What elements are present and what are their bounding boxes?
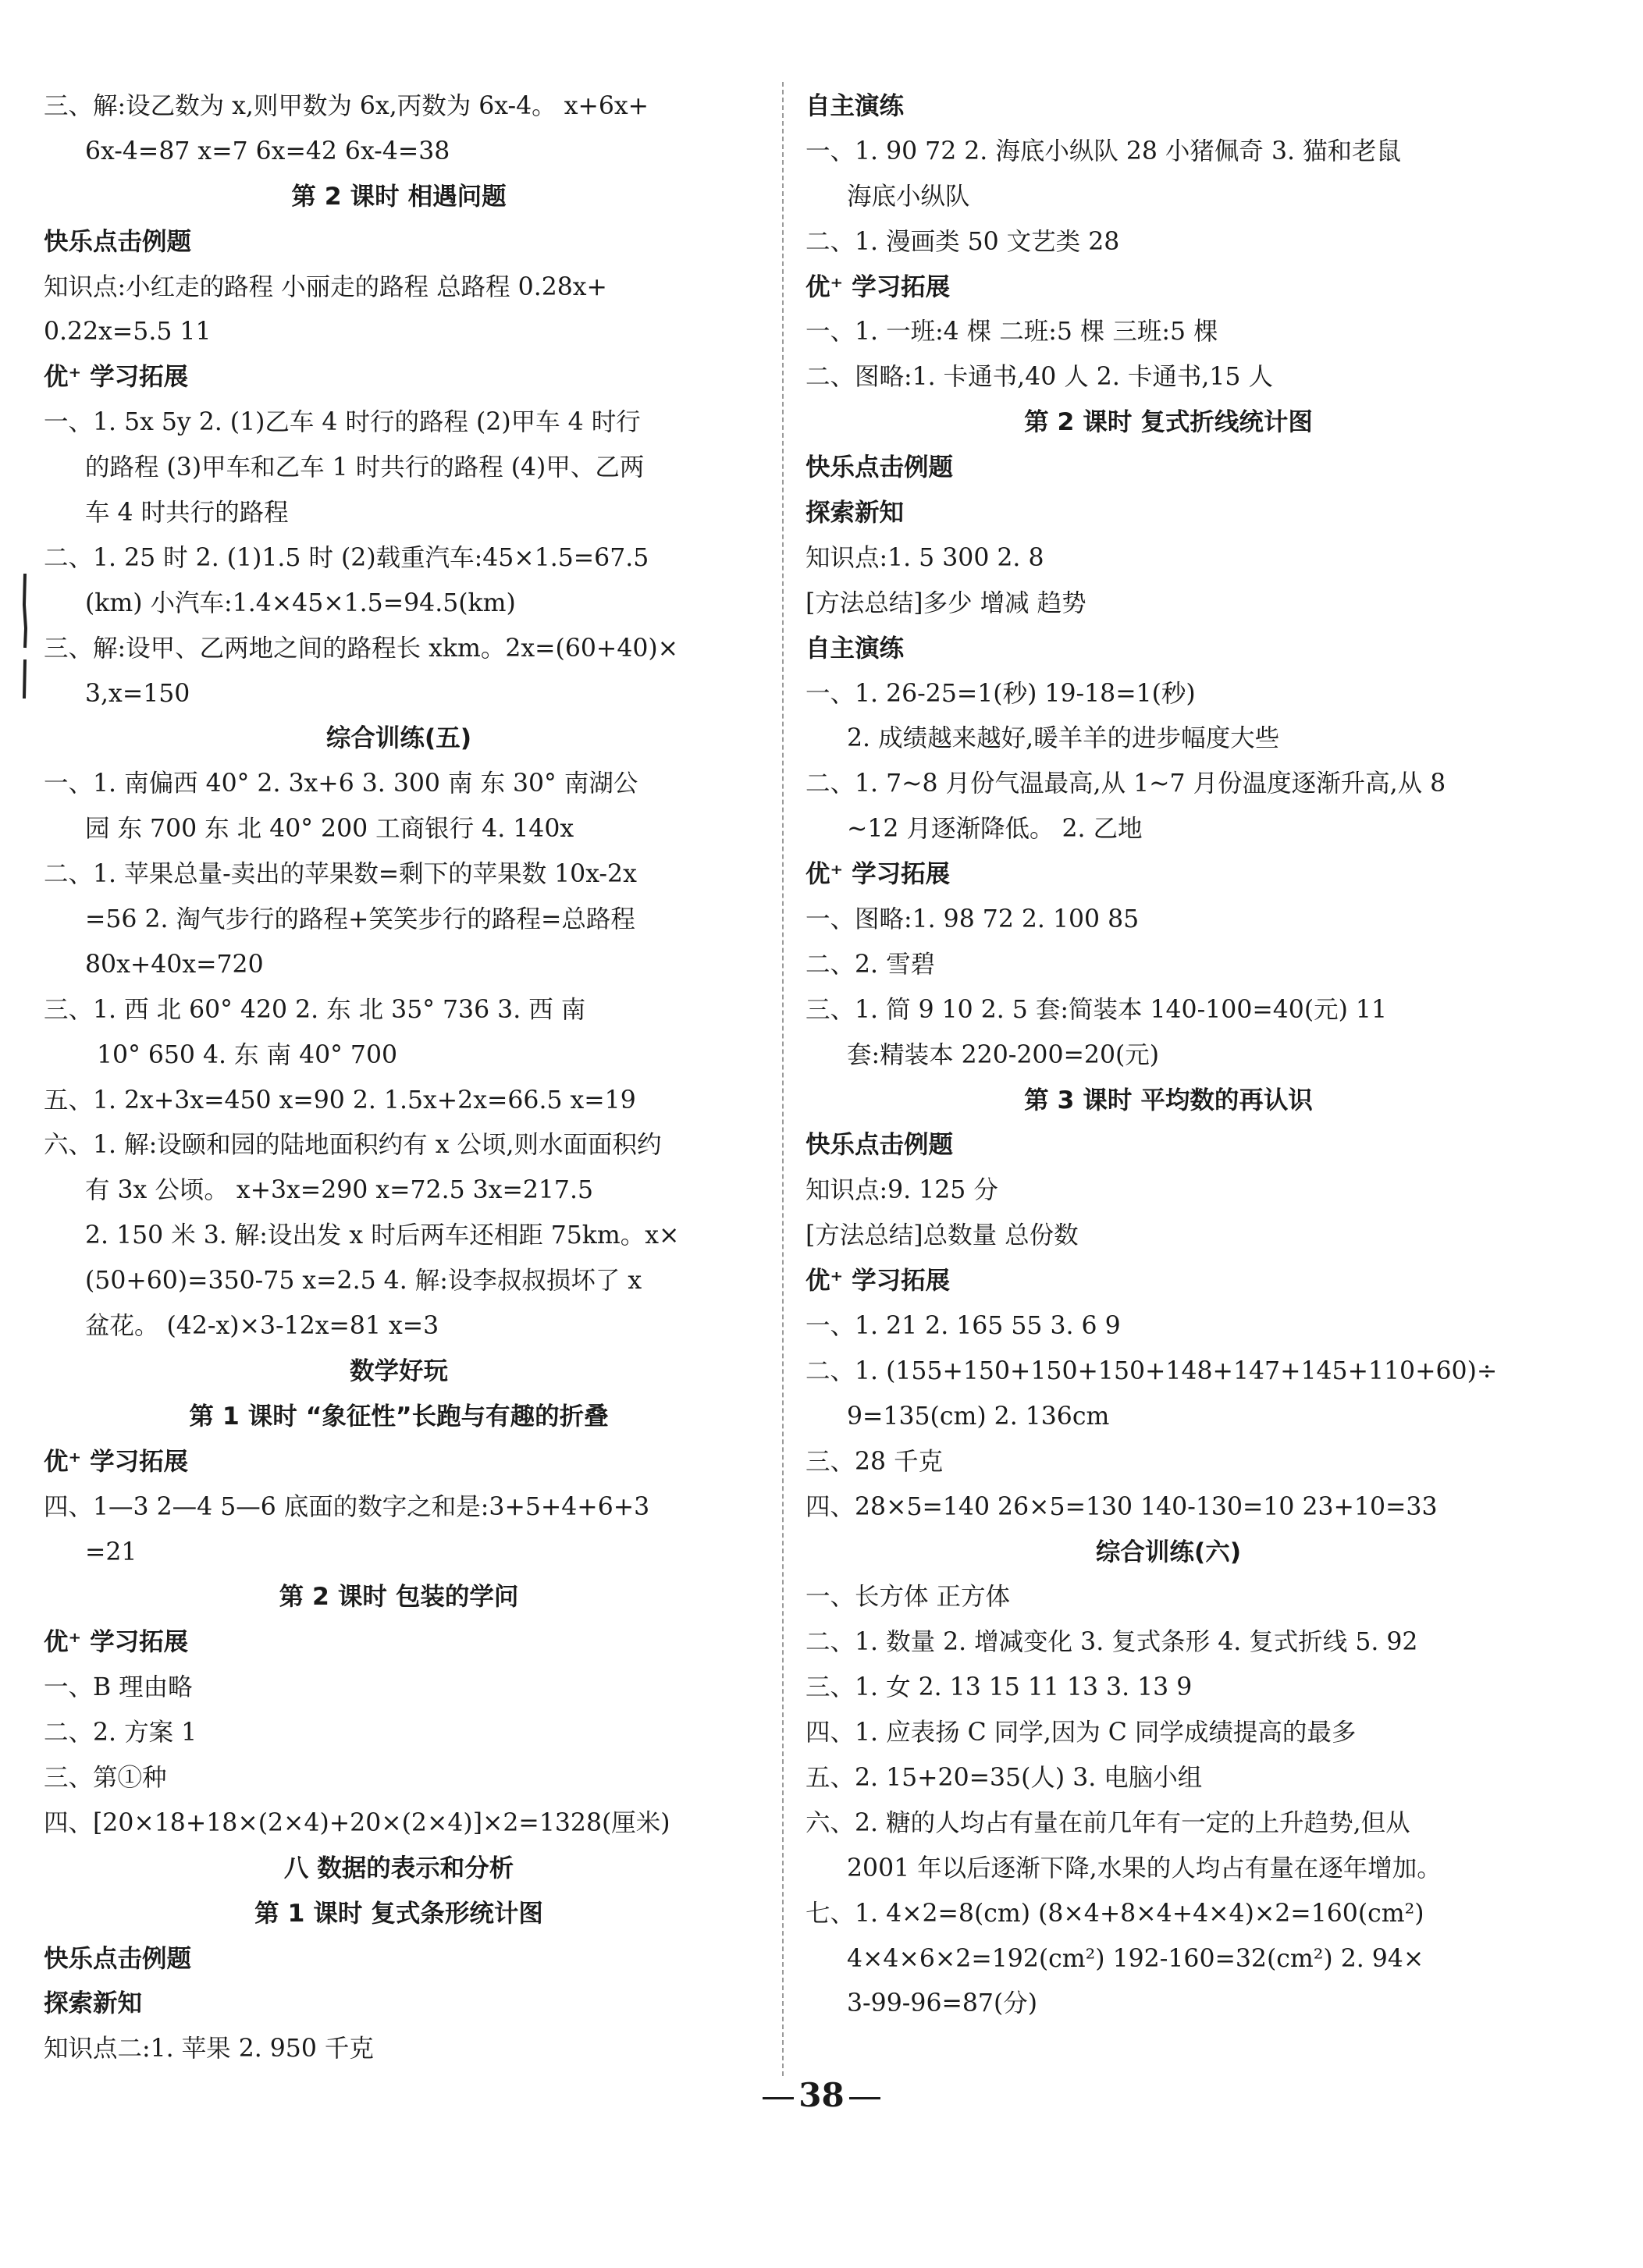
answer-line: 知识点二:1. 苹果 2. 950 千克 [44,2035,374,2064]
answer-line: 三、28 千克 [805,1447,944,1476]
answer-line: 0.22x=5.5 11 [44,318,212,347]
section-heading: 优⁺ 学习拓展 [805,1267,951,1296]
section-heading: 第 3 课时 平均数的再认识 [1024,1086,1313,1114]
answer-line: 六、2. 糖的人均占有量在前几年有一定的上升趋势,但从 [805,1808,1410,1837]
dash-right [849,2097,880,2099]
answer-line: 二、1. 苹果总量-卖出的苹果数=剩下的苹果数 10x-2x [44,860,637,889]
answer-line: 四、1. 应表扬 C 同学,因为 C 同学成绩提高的最多 [805,1719,1357,1747]
answer-line: 二、1. 数量 2. 增减变化 3. 复式条形 4. 复式折线 5. 92 [805,1628,1418,1657]
answer-line: 有 3x 公顷。 x+3x=290 x=72.5 3x=217.5 [85,1176,594,1205]
answer-line: 二、1. 25 时 2. (1)1.5 时 (2)载重汽车:45×1.5=67.5 [44,543,649,572]
answer-line: 二、2. 雪碧 [805,950,936,979]
section-heading: 第 2 课时 复式折线统计图 [1024,408,1313,437]
section-heading: 第 1 课时 复式条形统计图 [254,1899,543,1928]
answer-line: [方法总结]多少 增减 趋势 [805,588,1086,617]
right-answer-column [805,84,1531,2027]
answer-line: 二、1. 7~8 月份气温最高,从 1~7 月份温度逐渐升高,从 8 [805,770,1446,798]
section-heading: 快乐点击例题 [44,227,192,256]
section-heading: 探索新知 [805,499,905,528]
answer-line: 一、图略:1. 98 72 2. 100 85 [805,905,1140,934]
page-number [0,2076,1643,2114]
section-heading: 第 1 课时 “象征性”长跑与有趣的折叠 [189,1402,609,1431]
answer-line: 六、1. 解:设颐和园的陆地面积约有 x 公顷,则水面面积约 [44,1131,662,1160]
section-heading: 自主演练 [805,634,905,663]
answer-line: 一、1. 26-25=1(秒) 19-18=1(秒) [805,679,1196,708]
answer-line: 七、1. 4×2=8(cm) (8×4+8×4+4×4)×2=160(cm²) [805,1899,1424,1928]
answer-line: [方法总结]总数量 总份数 [805,1221,1079,1250]
answer-line: 一、1. 5x 5y 2. (1)乙车 4 时行的路程 (2)甲车 4 时行 [44,408,641,437]
answer-line: 一、1. 一班:4 棵 二班:5 棵 三班:5 棵 [805,318,1218,347]
section-heading: 自主演练 [805,92,905,120]
answer-line: 海底小纵队 [847,182,970,211]
answer-line: 二、2. 方案 1 [44,1719,197,1747]
answer-line: 二、1. 漫画类 50 文艺类 28 [805,227,1120,256]
answer-line: 五、2. 15+20=35(人) 3. 电脑小组 [805,1763,1203,1792]
section-heading: 优⁺ 学习拓展 [44,1628,189,1657]
answer-line: 6x-4=87 x=7 6x=42 6x-4=38 [85,137,450,165]
answer-line: 二、图略:1. 卡通书,40 人 2. 卡通书,15 人 [805,363,1273,392]
answer-line: 3-99-96=87(分) [847,1989,1038,2018]
answer-line: 三、解:设甲、乙两地之间的路程长 xkm。2x=(60+40)× [44,634,679,663]
section-heading: 快乐点击例题 [44,1944,192,1973]
column-divider [782,82,784,2076]
answer-line: (km) 小汽车:1.4×45×1.5=94.5(km) [85,588,516,617]
answer-line: 盆花。 (42-x)×3-12x=81 x=3 [85,1312,439,1341]
answer-line: 3,x=150 [85,679,190,708]
answer-line: 三、1. 西 北 60° 420 2. 东 北 35° 736 3. 西 南 [44,995,586,1024]
section-heading: 快乐点击例题 [805,1131,954,1160]
answer-line: ~12 月逐渐降低。 2. 乙地 [847,815,1143,844]
answer-line: 10° 650 4. 东 南 40° 700 [97,1040,398,1069]
answer-line: 一、B 理由略 [44,1673,193,1702]
answer-line: 三、第①种 [44,1763,167,1792]
answer-line: 知识点:9. 125 分 [805,1176,998,1205]
answer-line: 一、1. 21 2. 165 55 3. 6 9 [805,1312,1121,1341]
answer-line: 套:精装本 220-200=20(元) [847,1040,1160,1069]
answer-line: 知识点:小红走的路程 小丽走的路程 总路程 0.28x+ [44,272,607,301]
section-heading: 第 2 课时 相遇问题 [291,182,507,211]
answer-line: (50+60)=350-75 x=2.5 4. 解:设李叔叔损坏了 x [85,1267,642,1296]
answer-line: 二、1. (155+150+150+150+148+147+145+110+60)÷ [805,1356,1498,1385]
answer-line: 三、1. 女 2. 13 15 11 13 3. 13 9 [805,1673,1193,1702]
answer-line: =21 [85,1537,137,1566]
answer-line: 四、28×5=140 26×5=130 140-130=10 23+10=33 [805,1492,1438,1521]
section-heading: 综合训练(六) [1095,1537,1242,1566]
answer-line: 一、1. 南偏西 40° 2. 3x+6 3. 300 南 东 30° 南湖公 [44,770,638,798]
answer-line: 80x+40x=720 [85,950,264,979]
answer-line: 知识点:1. 5 300 2. 8 [805,543,1044,572]
answer-line: 四、1—3 2—4 5—6 底面的数字之和是:3+5+4+6+3 [44,1492,650,1521]
scan-mark [22,574,28,699]
section-heading: 八 数据的表示和分析 [283,1854,514,1882]
answer-line: 2. 150 米 3. 解:设出发 x 时后两车还相距 75km。x× [85,1221,680,1250]
section-heading: 综合训练(五) [325,724,472,753]
section-heading: 优⁺ 学习拓展 [44,363,189,392]
section-heading: 第 2 课时 包装的学问 [279,1583,519,1612]
answer-line: 车 4 时共行的路程 [85,499,289,528]
section-heading: 优⁺ 学习拓展 [805,272,951,301]
answer-line: 9=135(cm) 2. 136cm [847,1402,1110,1431]
answer-line: 四、[20×18+18×(2×4)+20×(2×4)]×2=1328(厘米) [44,1808,670,1837]
answer-line: 一、长方体 正方体 [805,1583,1011,1612]
answer-line: 三、解:设乙数为 x,则甲数为 6x,丙数为 6x-4。 x+6x+ [44,92,649,120]
left-answer-column [44,84,754,2072]
answer-line: 的路程 (3)甲车和乙车 1 时共行的路程 (4)甲、乙两 [85,453,645,482]
section-heading: 数学好玩 [349,1356,448,1385]
section-heading: 探索新知 [44,1989,143,2018]
section-heading: 快乐点击例题 [805,453,954,482]
answer-line: 2001 年以后逐渐下降,水果的人均占有量在逐年增加。 [847,1854,1442,1882]
answer-line: 三、1. 简 9 10 2. 5 套:简装本 140-100=40(元) 11 [805,995,1388,1024]
answer-line: 五、1. 2x+3x=450 x=90 2. 1.5x+2x=66.5 x=19 [44,1086,636,1114]
answer-line: 一、1. 90 72 2. 海底小纵队 28 小猪佩奇 3. 猫和老鼠 [805,137,1402,165]
section-heading: 优⁺ 学习拓展 [805,860,951,889]
answer-line: 园 东 700 东 北 40° 200 工商银行 4. 140x [85,815,574,844]
section-heading: 优⁺ 学习拓展 [44,1447,189,1476]
answer-line: 2. 成绩越来越好,暖羊羊的进步幅度大些 [847,724,1280,753]
page-number-text: 38 [798,2076,845,2114]
answer-line: =56 2. 淘气步行的路程+笑笑步行的路程=总路程 [85,905,635,934]
dash-left [763,2097,794,2099]
answer-line: 4×4×6×2=192(cm²) 192-160=32(cm²) 2. 94× [847,1944,1424,1973]
